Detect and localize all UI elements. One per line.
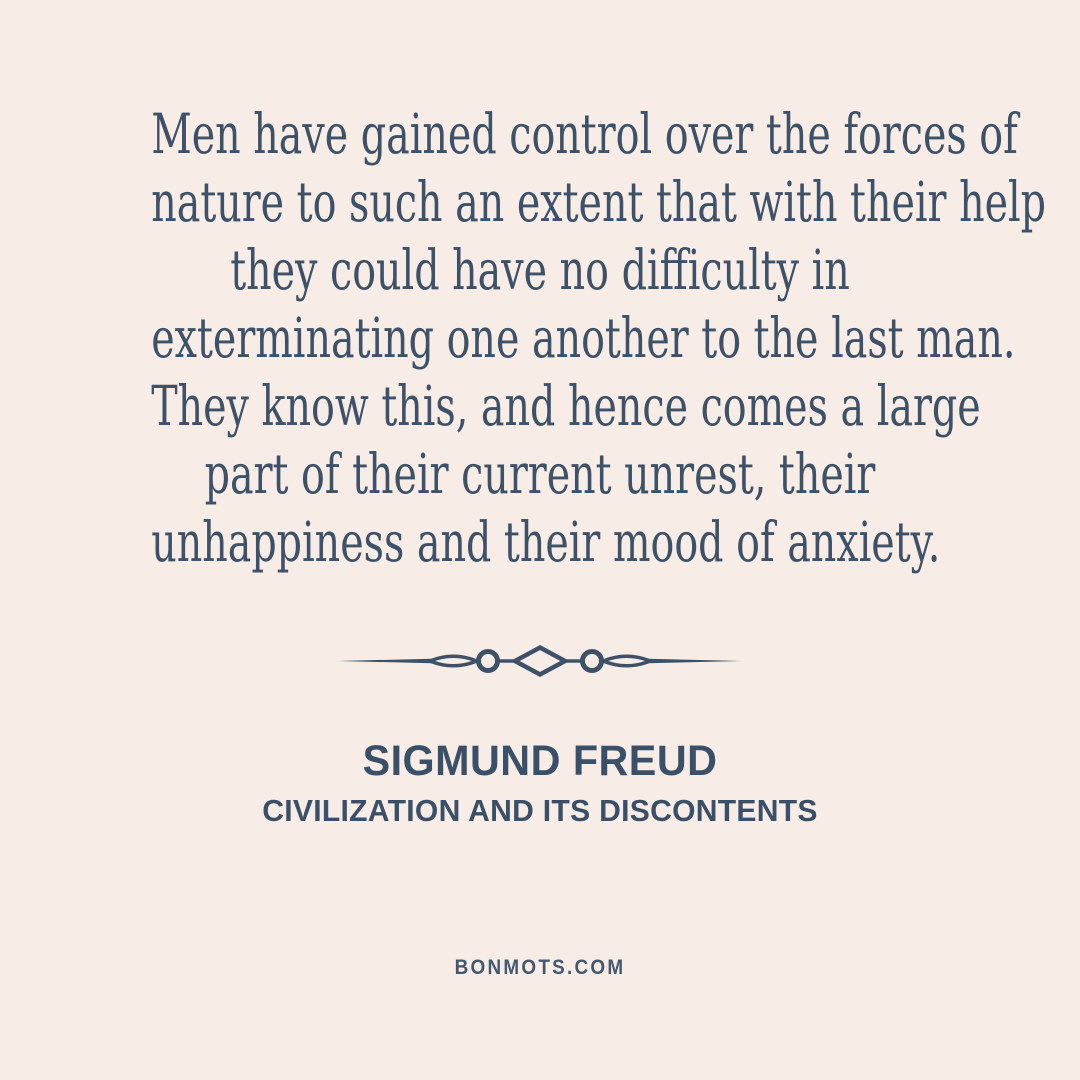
ornamental-divider: [0, 644, 1080, 678]
site-watermark: BONMOTS.COM: [454, 956, 626, 979]
quote-line: They know this, and hence comes a large: [151, 374, 981, 438]
divider-ornament-icon: [336, 644, 744, 678]
quote-line: part of their current unrest, their: [204, 442, 876, 506]
source-title: CIVILIZATION AND ITS DISCONTENTS: [262, 793, 818, 828]
attribution: [0, 736, 1080, 830]
quote-line: unhappiness and their mood of anxiety.: [151, 510, 941, 574]
quote-line: they could have no difficulty in: [230, 238, 850, 302]
author-name: SIGMUND FREUD: [362, 737, 718, 785]
quote-line: nature to such an extent that with their help: [151, 170, 1047, 234]
quote-line: exterminating one another to the last man.: [151, 306, 1016, 370]
quote-text: [0, 100, 1080, 576]
quote-line: Men have gained control over the forces of: [151, 102, 1018, 166]
